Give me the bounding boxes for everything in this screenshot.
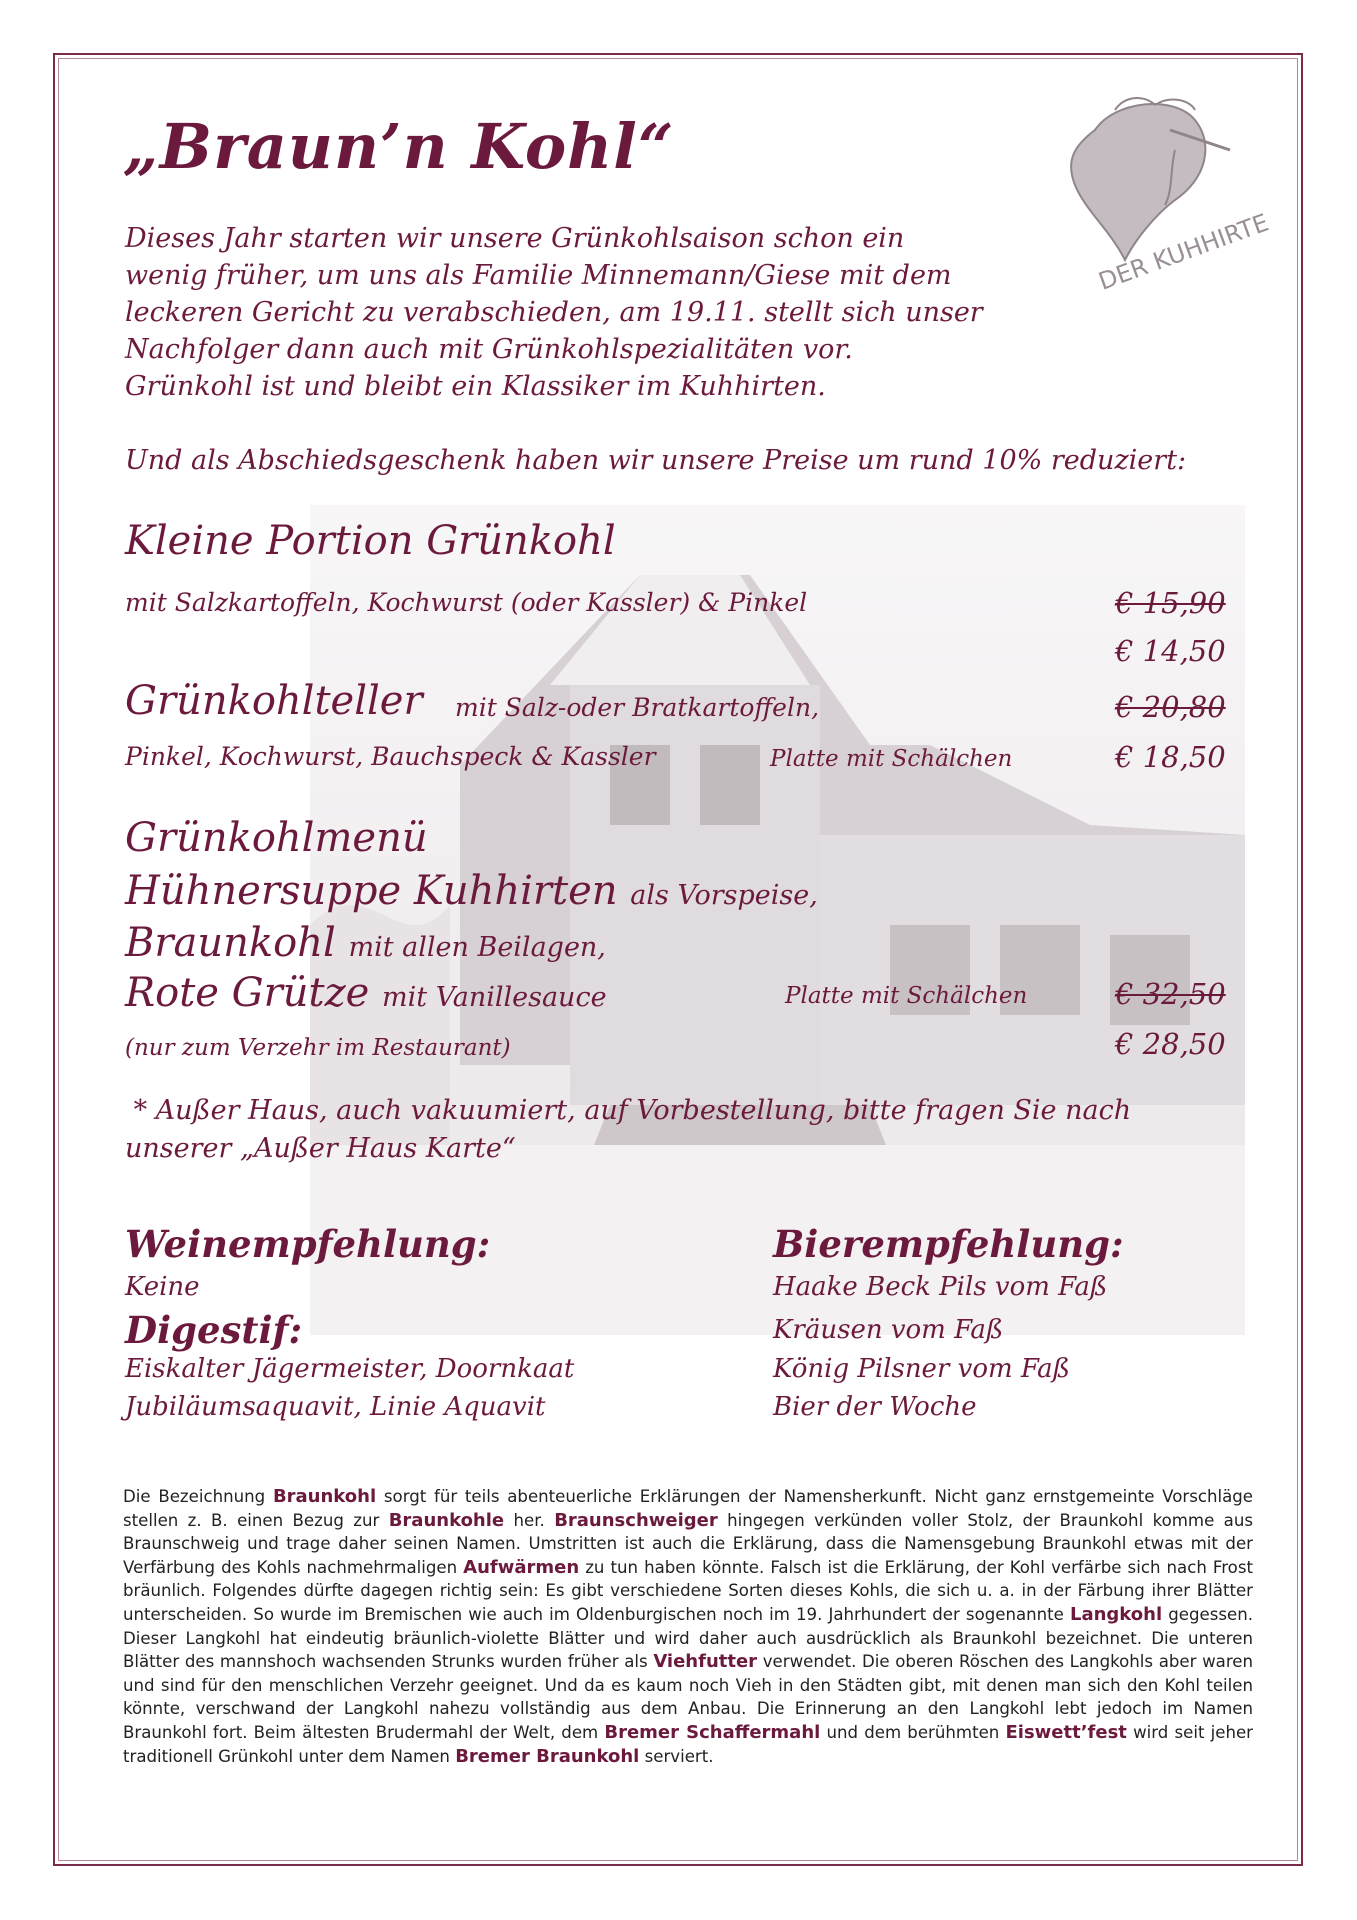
info-highlight: Braunschweiger <box>554 1509 718 1531</box>
info-text: und dem berühmten <box>820 1722 1006 1742</box>
beer-item: Kräusen vom Faß <box>773 1315 1004 1345</box>
dish1-name: Kleine Portion Grünkohl <box>125 518 616 564</box>
info-highlight: Viehfutter <box>653 1651 758 1673</box>
info-text: hingegen verkünden voller Stolz, der Braunkohl komme aus Braunschweig und trage daher seinen Namen. Umstritten ist auch die Erklärung, dass die Namensgebung Braunkohl etwas mit der Verfärbung des Kohls nachmehrmaligen <box>123 1510 1253 1577</box>
menu-note: Platte mit Schälchen <box>785 983 1028 1009</box>
info-highlight: Bremer Braunkohl <box>455 1745 640 1767</box>
dish1-new-price: € 14,50 <box>1115 634 1226 668</box>
dish2-new-price: € 18,50 <box>1115 740 1226 774</box>
dish1-desc: mit Salzkartoffeln, Kochwurst (oder Kassler) & Pinkel <box>125 588 808 617</box>
info-text: verwendet. Die oberen Röschen des Langkohls aber waren und sind für den menschlichen Verzehr geeignet. Und da es kaum noch Vieh in den Städten gibt, mit denen man sich den Kohl teilen könnte, verschwand der Langkohl nahezu vollständig aus dem Anbau. Die Erinnerung an den Langkohl lebt jedoch im Namen Braunkohl fort. Beim ältesten Brudermahl der Welt, dem <box>123 1652 1253 1742</box>
takeaway-line1: * Außer Haus, auch vakuumiert, auf Vorbestellung, bitte fragen Sie nach <box>125 1095 1132 1126</box>
reduction-note: Und als Abschiedsgeschenk haben wir unsere Preise um rund 10% reduziert: <box>125 445 1187 476</box>
menu-course1 <box>125 868 818 914</box>
logo-text: DER KUHHIRTE <box>1094 208 1273 296</box>
menu-course1-desc: als Vorspeise, <box>630 880 818 911</box>
dish2-name: Grünkohlteller <box>125 678 423 724</box>
menu-course3-name: Rote Grütze <box>125 970 370 1016</box>
dish2-note: Platte mit Schälchen <box>770 746 1013 772</box>
digestif-item: Jubiläumsaquavit, Linie Aquavit <box>125 1392 546 1422</box>
menu-course1-name: Hühnersuppe Kuhhirten <box>125 868 618 914</box>
info-text: wird seit jeher traditionell Grünkohl unter dem Namen <box>123 1722 1253 1766</box>
beer-heading: Bierempfehlung: <box>773 1222 1124 1266</box>
beer-item: Haake Beck Pils vom Faß <box>773 1272 1108 1302</box>
dish2-desc-a: mit Salz-oder Bratkartoffeln, <box>455 693 820 722</box>
info-highlight: Braunkohl <box>272 1486 377 1507</box>
dish2-desc-b: Pinkel, Kochwurst, Bauchspeck & Kassler <box>125 742 656 771</box>
info-text: sorgt für teils abenteuerliche Erklärungen der Namensherkunft. Nicht ganz ernstgemeinte Vorschläge stellen z. B. einen Bezug zur <box>123 1487 1253 1530</box>
intro-line: Grünkohl ist und bleibt ein Klassiker im Kuhhirten. <box>125 371 826 402</box>
wine-heading: Weinempfehlung: <box>125 1222 491 1266</box>
menu-new-price: € 28,50 <box>1115 1027 1226 1061</box>
menu-old-price: € 32,50 <box>1115 977 1226 1011</box>
info-text: gegessen. Dieser Langkohl hat eindeutig bräunlich-violette Blätter und wird daher auch ausdrücklich als Braunkohl bezeichnet. Die unteren Blätter des mannshoch wachsenden Strunks wurden früher als <box>123 1604 1253 1672</box>
beer-item: Bier der Woche <box>773 1392 977 1422</box>
intro-text <box>125 220 1125 405</box>
info-highlight: Aufwärmen <box>463 1556 580 1578</box>
info-text: Die Bezeichnung <box>123 1487 273 1506</box>
info-highlight: Eiswett’fest <box>1005 1721 1127 1743</box>
menu-restaurant-only: (nur zum Verzehr im Restaurant) <box>125 1035 511 1061</box>
wine-value: Keine <box>125 1272 200 1302</box>
info-text: zu tun haben könnte. Falsch ist die Erklärung, der Kohl verfärbe sich nach Frost bräunlich. Folgendes dürfte dagegen richtig sein: Es gibt verschiedene Sorten dieses Kohls, die sich u. a. in der Färbung ihrer Blätter unterscheiden. So wurde im Bremischen wie auch im Oldenburgischen noch im 19. Jahrhundert der sogenannte <box>123 1557 1253 1624</box>
dish1-old-price: € 15,90 <box>1115 586 1226 620</box>
menu-course2 <box>125 920 606 966</box>
beer-item: König Pilsner vom Faß <box>773 1354 1071 1384</box>
braunkohl-info-paragraph <box>123 1485 1253 1768</box>
info-text: her. <box>504 1510 555 1530</box>
menu-course2-desc: mit allen Beilagen, <box>348 932 606 963</box>
intro-line: Dieses Jahr starten wir unsere Grünkohlsaison schon ein <box>125 223 905 254</box>
menu-name: Grünkohlmenü <box>125 815 428 861</box>
menu-course3-desc: mit Vanillesauce <box>382 982 607 1013</box>
info-highlight: Bremer Schaffermahl <box>604 1721 821 1743</box>
info-text: serviert. <box>639 1746 714 1766</box>
digestif-item: Eiskalter Jägermeister, Doornkaat <box>125 1354 575 1384</box>
intro-line: wenig früher, um uns als Familie Minnemann/Giese mit dem <box>125 260 952 291</box>
page-title: „Braun’n Kohl“ <box>123 110 675 183</box>
takeaway-line2: unserer „Außer Haus Karte“ <box>125 1133 516 1164</box>
intro-line: Nachfolger dann auch mit Grünkohlspezialitäten vor. <box>125 334 853 365</box>
intro-line: leckeren Gericht zu verabschieden, am 19.11. stellt sich unser <box>125 297 983 328</box>
info-highlight: Langkohl <box>1069 1603 1163 1625</box>
dish2-old-price: € 20,80 <box>1115 690 1226 724</box>
digestif-heading: Digestif: <box>125 1308 303 1352</box>
info-highlight: Braunkohle <box>388 1509 505 1531</box>
menu-course3 <box>125 970 607 1016</box>
menu-course2-name: Braunkohl <box>125 920 336 966</box>
